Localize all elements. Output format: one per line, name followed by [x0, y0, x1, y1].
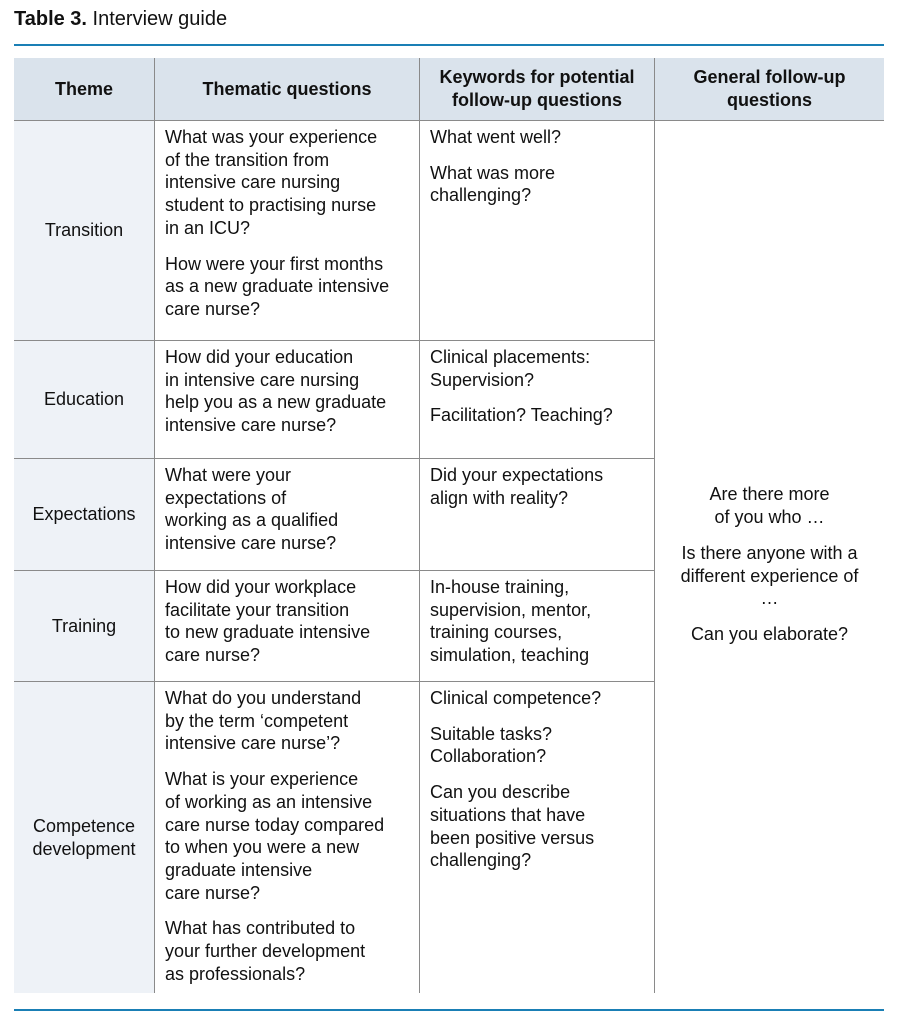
keyword: Suitable tasks? Collaboration?	[430, 723, 553, 767]
question: What was your experience of the transition from intensive care nursing student to practising nurse in an ICU?	[165, 127, 378, 238]
question: What were your expectations of working as a qualified intensive care nurse?	[165, 465, 339, 554]
keyword: Can you describe situations that have been positive versus challenging?	[430, 782, 595, 871]
keyword: What was more challenging?	[430, 162, 556, 206]
question: How did your workplace facilitate your transition to new graduate intensive care nurse?	[165, 577, 371, 666]
column-header: Theme	[14, 58, 154, 121]
question: How were your first months as a new graduate intensive care nurse?	[165, 253, 390, 319]
interview-guide-table	[14, 58, 884, 993]
column-header: Thematic questions	[154, 58, 419, 121]
general-question: Can you elaborate?	[690, 623, 849, 644]
theme-cell: Transition	[14, 121, 154, 341]
thematic-questions-cell	[154, 459, 419, 571]
theme-cell: Expectations	[14, 459, 154, 571]
keywords-cell	[419, 571, 654, 682]
thematic-questions-cell	[154, 682, 419, 993]
thematic-questions-cell	[154, 341, 419, 459]
keyword: Did your expectations align with reality?	[430, 465, 604, 508]
keywords-cell	[419, 682, 654, 993]
top-rule	[14, 44, 884, 46]
keywords-cell	[419, 121, 654, 341]
general-question: Is there anyone with a different experience of …	[680, 542, 859, 609]
keyword: What went well?	[430, 127, 562, 147]
bottom-rule	[14, 1009, 884, 1011]
general-follow-up-cell	[654, 121, 884, 993]
theme-cell: Training	[14, 571, 154, 682]
question: What is your experience of working as an intensive care nurse today compared to when you were a new graduate intensive care nurse?	[165, 769, 385, 903]
keyword: Clinical competence?	[430, 688, 602, 708]
thematic-questions-cell	[154, 571, 419, 682]
caption-text: Interview guide	[87, 8, 228, 30]
column-header: Keywords for potential follow-up questions	[419, 58, 654, 121]
question: How did your education in intensive care nursing help you as a new graduate intensive care nurse?	[165, 347, 387, 436]
table-caption	[14, 8, 227, 31]
keywords-cell	[419, 341, 654, 459]
caption-label: Table 3.	[14, 8, 87, 30]
theme-cell: Education	[14, 341, 154, 459]
keyword: In-house training, supervision, mentor, training courses, simulation, teaching	[430, 577, 592, 666]
theme-cell: Competence development	[14, 682, 154, 993]
question: What has contributed to your further development as professionals?	[165, 918, 366, 984]
keywords-cell	[419, 459, 654, 571]
thematic-questions-cell	[154, 121, 419, 341]
keyword: Clinical placements: Supervision?	[430, 347, 591, 390]
question: What do you understand by the term ‘competent intensive care nurse’?	[165, 688, 362, 754]
general-question: Are there more of you who …	[709, 484, 830, 528]
column-header: General follow-up questions	[654, 58, 884, 121]
keyword: Facilitation? Teaching?	[430, 405, 613, 426]
